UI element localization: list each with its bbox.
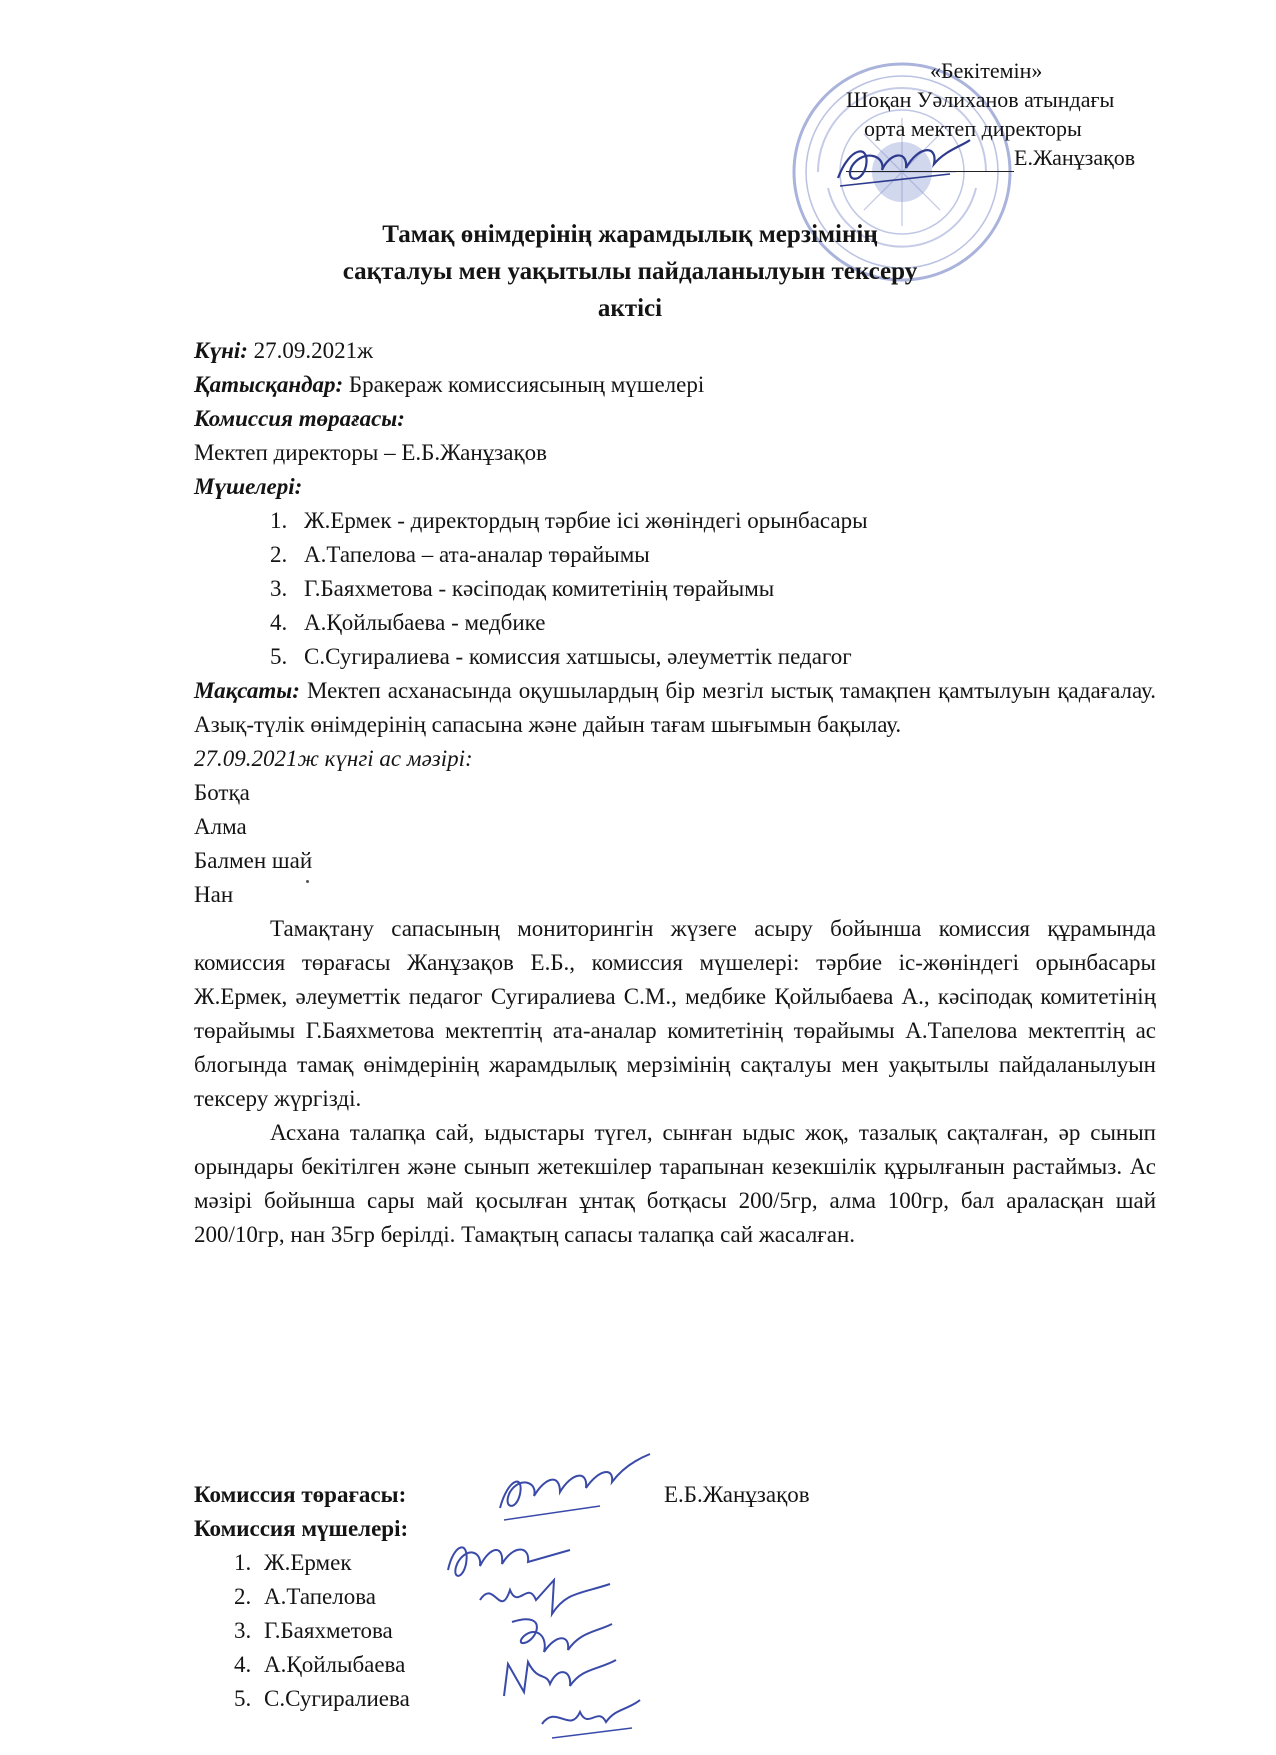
menu-title: 27.09.2021ж күнгі ас мәзірі: <box>194 746 473 771</box>
menu-item: Ботқа <box>194 780 250 805</box>
menu-item: Алма <box>194 814 247 839</box>
list-number: 4. <box>270 610 288 635</box>
chair-signature-icon <box>490 1448 660 1528</box>
approval-heading: «Бекітемін» <box>930 58 1043 83</box>
menu-item: Нан <box>194 882 234 907</box>
signer-name: С.Сугиралиева <box>264 1686 410 1711</box>
member-text: С.Сугиралиева - комиссия хатшысы, әлеуметтік педагог <box>304 644 852 669</box>
purpose-label: Мақсаты: <box>194 678 300 703</box>
member-text: А.Тапелова – ата-аналар төрайымы <box>304 542 650 567</box>
list-number: 1. <box>270 508 288 533</box>
member-signature-icon <box>536 1694 646 1746</box>
sig-chair-name: Е.Б.Жанұзақов <box>664 1482 810 1507</box>
menu-item: Балмен шай <box>194 848 313 873</box>
title-line-1: Тамақ өнімдерінің жарамдылық мерзімінің <box>382 221 878 248</box>
paragraph-1: Тамақтану сапасының мониторингін жүзеге асыру бойынша комиссия құрамында комиссия төрағасы Жанұзақов Е.Б., комиссия мүшелері: тәрбие іс-жөніндегі орынбасары Ж.Ермек, әлеуметтік педагог Сугиралиева С.М., медбике Қойлыбаева А., кәсіподақ комитетінің төрайымы Г.Баяхметова мектептің ата-аналар комитетінің төрайымы А.Тапелова мектептің ас блогында тамақ өнімдерінің жарамдылық мерзімінің сақталуы мен уақытылы пайдаланылуын тексеру жүргізді. <box>194 916 1156 1111</box>
list-number: 5. <box>234 1686 252 1711</box>
members-list <box>194 504 1156 674</box>
signer-name: А.Қойлыбаева <box>264 1652 406 1677</box>
participants-value: Бракераж комиссиясының мүшелері <box>348 372 705 397</box>
sig-members-label: Комиссия мүшелері: <box>194 1516 409 1541</box>
purpose-paragraph <box>194 674 1156 742</box>
list-item <box>270 606 1156 640</box>
member-text: А.Қойлыбаева - медбике <box>304 610 546 635</box>
date-line <box>194 334 1156 368</box>
list-item <box>270 504 1156 538</box>
member-text: Ж.Ермек - директордың тәрбие ісі жөніндегі орынбасары <box>304 508 868 533</box>
members-label: Мүшелері: <box>194 474 303 499</box>
sig-chair-label: Комиссия төрағасы: <box>194 1482 407 1507</box>
approval-position: орта мектеп директоры <box>864 116 1082 141</box>
approval-school: Шоқан Уәлиханов атындағы <box>846 87 1115 112</box>
list-number: 5. <box>270 644 288 669</box>
participants-label: Қатысқандар: <box>194 372 344 397</box>
list-number: 3. <box>270 576 288 601</box>
member-text: Г.Баяхметова - кәсіподақ комитетінің төрайымы <box>304 576 775 601</box>
title-line-2: сақталуы мен уақытылы пайдаланылуын тексеру <box>342 258 918 285</box>
list-number: 1. <box>234 1550 252 1575</box>
date-label: Күні: <box>194 338 248 363</box>
chair-label: Комиссия төрағасы: <box>194 406 405 431</box>
list-number: 2. <box>234 1584 252 1609</box>
purpose-text: Мектеп асханасында оқушылардың бір мезгіл ыстық тамақпен қамтылуын қадағалау. Азық-түлік өнімдерінің сапасына және дайын тағам шығымын бақылау. <box>194 678 1156 737</box>
list-number: 4. <box>234 1652 252 1677</box>
participants-line <box>194 368 1156 402</box>
director-signature-icon <box>830 126 980 196</box>
signer-name: А.Тапелова <box>264 1584 377 1609</box>
document-body <box>194 334 1156 1252</box>
paragraph-2: Асхана талапқа сай, ыдыстары түгел, сынған ыдыс жоқ, тазалық сақталған, әр сынып орындары бекітілген және сынып жетекшілер тарапынан кезекшілік құрылғанын растаймыз. Ас мәзірі бойынша сары май қосылған ұнтақ ботқасы 200/5гр, алма 100гр, бал араласқан шай 200/10гр, нан 35гр берілді. Тамақтың сапасы талапқа сай жасалған. <box>194 1120 1156 1247</box>
scan-speck <box>306 880 309 883</box>
title-line-3: актісі <box>597 295 663 322</box>
list-item <box>270 640 1156 674</box>
list-item <box>270 572 1156 606</box>
chair-value: Мектеп директоры – Е.Б.Жанұзақов <box>194 440 547 465</box>
list-number: 2. <box>270 542 288 567</box>
approval-name: Е.Жанұзақов <box>1014 145 1136 170</box>
document-title <box>190 216 1070 327</box>
list-number: 3. <box>234 1618 252 1643</box>
date-value: 27.09.2021ж <box>253 338 374 363</box>
signer-name: Г.Баяхметова <box>264 1618 393 1643</box>
list-item <box>270 538 1156 572</box>
signer-name: Ж.Ермек <box>264 1550 352 1575</box>
